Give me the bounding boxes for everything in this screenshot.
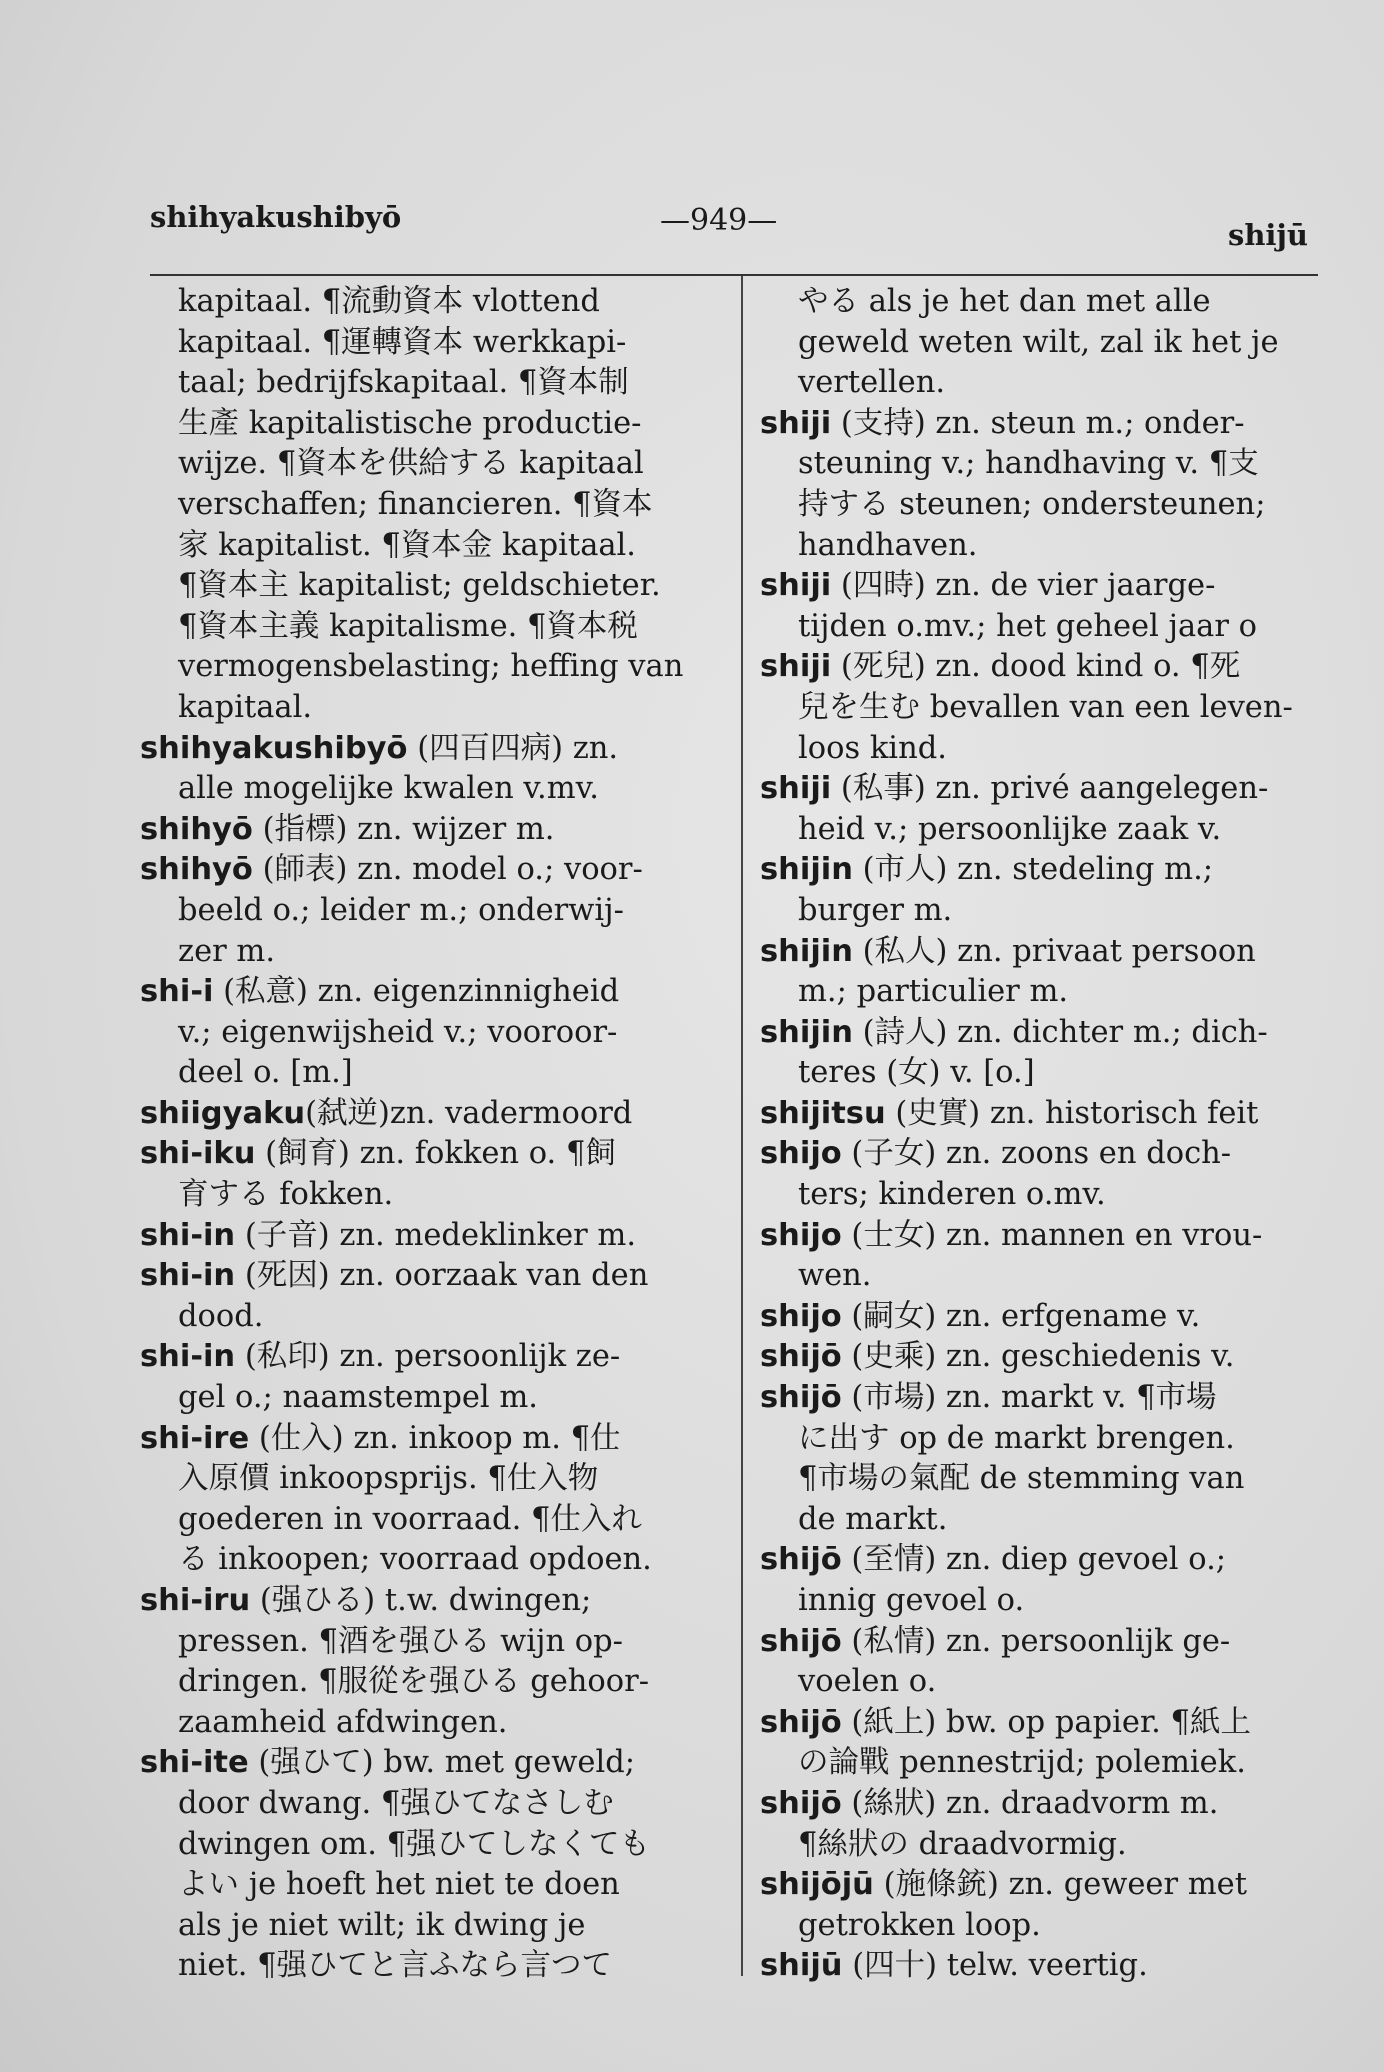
- definition-text: (子女) zn. zoons en doch-: [841, 1136, 1232, 1172]
- definition-text: (仕入) zn. inkoop m. ¶仕: [249, 1420, 621, 1456]
- headword: shi-ite: [140, 1745, 249, 1781]
- text-line: [140, 1662, 716, 1703]
- entry-line: [140, 1743, 716, 1784]
- definition-text: zer m.: [178, 933, 276, 969]
- definition-text: (私人) zn. privaat persoon: [852, 933, 1256, 969]
- text-line: [140, 1906, 716, 1947]
- entry-line: [760, 1865, 1326, 1906]
- text-line: [760, 526, 1326, 567]
- entry-line: [760, 1946, 1326, 1987]
- definition-text: よい je hoeft het niet te doen: [178, 1867, 620, 1903]
- text-line: [760, 1906, 1326, 1947]
- text-line: [140, 566, 716, 607]
- definition-text: 育する fokken.: [178, 1177, 394, 1213]
- text-line: [140, 1865, 716, 1906]
- definition-text: (市人) zn. stedeling m.;: [852, 852, 1214, 888]
- definition-text: やる als je het dan met alle: [798, 284, 1211, 319]
- definition-text: kapitaal. ¶流動資本 vlottend: [178, 284, 600, 319]
- definition-text: (史實) zn. historisch feit: [885, 1095, 1259, 1131]
- definition-text: kapitaal. ¶運轉資本 werkkapi-: [178, 324, 627, 360]
- definition-text: m.; particulier m.: [798, 974, 1069, 1010]
- headword: shi-iru: [140, 1583, 251, 1618]
- headword: shihyō: [140, 852, 253, 888]
- text-line: [140, 1946, 716, 1987]
- entry-line: [760, 404, 1326, 445]
- text-line: [760, 1500, 1326, 1541]
- definition-text: (至情) zn. diep gevoel o.;: [841, 1542, 1227, 1578]
- text-line: [760, 444, 1326, 485]
- definition-text: taal; bedrijfskapitaal. ¶資本制: [178, 365, 629, 401]
- definition-text: gel o.; naamstempel m.: [178, 1380, 538, 1416]
- definition-text: ¶絲狀の draadvormig.: [798, 1826, 1127, 1862]
- text-line: [140, 1297, 716, 1338]
- text-line: [140, 891, 716, 932]
- definition-text: kapitaal.: [178, 689, 313, 725]
- definition-text: zaamheid afdwingen.: [178, 1704, 508, 1740]
- entry-line: [140, 1256, 716, 1297]
- definition-text: getrokken loop.: [798, 1907, 1041, 1943]
- text-line: [140, 1378, 716, 1419]
- text-line: [760, 1825, 1326, 1866]
- definition-text: (私事) zn. privé aangelegen-: [831, 771, 1269, 807]
- entry-line: [760, 1216, 1326, 1257]
- definition-text: (飼育) zn. fokken o. ¶飼: [255, 1136, 616, 1172]
- definition-text: (四十) telw. veertig.: [842, 1948, 1148, 1984]
- column-divider: [741, 276, 743, 1976]
- text-line: [140, 769, 716, 810]
- definition-text: (死因) zn. oorzaak van den: [235, 1258, 649, 1294]
- entry-line: [760, 1094, 1326, 1135]
- entry-line: [760, 647, 1326, 688]
- entry-line: [140, 972, 716, 1013]
- text-line: [760, 1581, 1326, 1622]
- page-number: —949—: [660, 203, 778, 238]
- definition-text: heid v.; persoonlijke zaak v.: [798, 811, 1222, 847]
- headword: shi-iku: [140, 1136, 256, 1172]
- text-line: [140, 688, 716, 729]
- headword: shijū: [760, 1948, 843, 1984]
- entry-line: [760, 1378, 1326, 1419]
- definition-text: (子音) zn. medeklinker m.: [235, 1217, 637, 1253]
- definition-text: (詩人) zn. dichter m.; dich-: [852, 1014, 1268, 1050]
- definition-text: dringen. ¶服從を强ひる gehoor-: [178, 1664, 650, 1700]
- left-column: [140, 282, 716, 1987]
- definition-text: の論戰 pennestrijd; polemiek.: [798, 1745, 1246, 1781]
- text-line: [760, 485, 1326, 526]
- definition-text: handhaven.: [798, 527, 978, 563]
- entry-line: [760, 932, 1326, 973]
- text-line: [760, 1175, 1326, 1216]
- definition-text: goederen in voorraad. ¶仕入れ: [178, 1501, 642, 1537]
- definition-text: ¶市場の氣配 de stemming van: [798, 1461, 1245, 1497]
- entry-line: [760, 566, 1326, 607]
- text-line: [760, 810, 1326, 851]
- definition-text: (四時) zn. de vier jaarge-: [831, 568, 1216, 604]
- entry-line: [140, 1337, 716, 1378]
- text-line: [760, 363, 1326, 404]
- definition-text: als je niet wilt; ik dwing je: [178, 1907, 586, 1943]
- text-line: [140, 1053, 716, 1094]
- headword: shiji: [760, 649, 832, 685]
- text-line: [760, 1459, 1326, 1500]
- definition-text: (强ひる) t.w. dwingen;: [250, 1583, 592, 1618]
- text-line: [760, 688, 1326, 729]
- definition-text: (支持) zn. steun m.; onder-: [831, 405, 1245, 441]
- definition-text: (史乘) zn. geschiedenis v.: [841, 1339, 1235, 1375]
- definition-text: (施條銃) zn. geweer met: [873, 1867, 1247, 1903]
- definition-text: ters; kinderen o.mv.: [798, 1177, 1106, 1213]
- definition-text: de markt.: [798, 1501, 948, 1537]
- entry-line: [760, 1703, 1326, 1744]
- text-line: [760, 1419, 1326, 1460]
- entry-line: [760, 1540, 1326, 1581]
- definition-text: (弑逆)zn. vadermoord: [305, 1095, 633, 1131]
- definition-text: deel o. [m.]: [178, 1055, 353, 1091]
- definition-text: niet. ¶强ひてと言ふなら言つて: [178, 1948, 612, 1984]
- headword: shijō: [760, 1339, 842, 1375]
- entry-line: [140, 1216, 716, 1257]
- definition-text: (師表) zn. model o.; voor-: [252, 852, 643, 888]
- definition-text: (市場) zn. markt v. ¶市場: [841, 1380, 1217, 1416]
- text-line: [140, 1013, 716, 1054]
- entry-line: [760, 1134, 1326, 1175]
- text-line: [140, 1175, 716, 1216]
- definition-text: (士女) zn. mannen en vrou-: [841, 1217, 1263, 1253]
- text-line: [760, 607, 1326, 648]
- text-line: [760, 891, 1326, 932]
- definition-text: (私情) zn. persoonlijk ge-: [841, 1623, 1231, 1659]
- definition-text: (紙上) bw. op papier. ¶紙上: [841, 1704, 1251, 1740]
- definition-text: steuning v.; handhaving v. ¶支: [798, 446, 1259, 482]
- entry-line: [140, 1581, 716, 1622]
- headword: shi-in: [140, 1339, 236, 1375]
- text-line: [140, 1703, 716, 1744]
- definition-text: teres (女) v. [o.]: [798, 1055, 1035, 1091]
- definition-text: (私印) zn. persoonlijk ze-: [235, 1339, 621, 1375]
- definition-text: dood.: [178, 1298, 264, 1334]
- definition-text: verschaffen; financieren. ¶資本: [178, 486, 653, 522]
- headword: shiigyaku: [140, 1095, 306, 1131]
- definition-text: (絲狀) zn. draadvorm m.: [841, 1785, 1219, 1821]
- text-line: [140, 1825, 716, 1866]
- definition-text: wijze. ¶資本を供給する kapitaal: [178, 446, 644, 482]
- text-line: [140, 363, 716, 404]
- headword: shihyō: [140, 811, 253, 847]
- headword: shijin: [760, 933, 853, 969]
- definition-text: (强ひて) bw. met geweld;: [248, 1745, 636, 1781]
- definition-text: beeld o.; leider m.; onderwij-: [178, 892, 624, 928]
- headword: shi-i: [140, 974, 214, 1010]
- definition-text: burger m.: [798, 892, 953, 928]
- headword: shijō: [760, 1542, 842, 1578]
- definition-text: pressen. ¶酒を强ひる wijn op-: [178, 1623, 623, 1659]
- headword: shi-ire: [140, 1420, 250, 1456]
- text-line: [760, 729, 1326, 770]
- headword: shiji: [760, 771, 832, 807]
- definition-text: に出す op de markt brengen.: [798, 1420, 1235, 1456]
- text-line: [760, 323, 1326, 364]
- definition-text: 家 kapitalist. ¶資本金 kapitaal.: [178, 527, 637, 563]
- text-line: [140, 607, 716, 648]
- entry-line: [140, 1134, 716, 1175]
- entry-line: [140, 810, 716, 851]
- definition-text: loos kind.: [798, 730, 947, 766]
- headword: shijō: [760, 1704, 842, 1740]
- headword: shijōjū: [760, 1867, 874, 1903]
- definition-text: (四百四病) zn.: [407, 730, 619, 766]
- text-line: [140, 1784, 716, 1825]
- definition-text: vertellen.: [798, 365, 946, 401]
- definition-text: (死兒) zn. dood kind o. ¶死: [831, 649, 1241, 685]
- definition-text: dwingen om. ¶强ひてしなくても: [178, 1826, 651, 1862]
- text-line: [140, 1540, 716, 1581]
- text-line: [760, 1053, 1326, 1094]
- text-line: [760, 282, 1326, 323]
- headword: shijitsu: [760, 1095, 886, 1131]
- definition-text: (嗣女) zn. erfgename v.: [841, 1298, 1201, 1334]
- definition-text: vermogensbelasting; heffing van: [178, 649, 684, 685]
- headword: shijo: [760, 1136, 842, 1172]
- text-line: [140, 485, 716, 526]
- text-line: [760, 1662, 1326, 1703]
- entry-line: [760, 769, 1326, 810]
- definition-text: 持する steunen; ondersteunen;: [798, 486, 1266, 522]
- headword: shijo: [760, 1217, 842, 1253]
- text-line: [140, 1459, 716, 1500]
- right-column: [760, 282, 1326, 1987]
- headword: shi-in: [140, 1258, 236, 1294]
- text-line: [140, 323, 716, 364]
- headword: shiji: [760, 405, 832, 441]
- definition-text: 入原價 inkoopsprijs. ¶仕入物: [178, 1461, 599, 1497]
- headword: shiji: [760, 568, 832, 604]
- entry-line: [760, 1622, 1326, 1663]
- headword: shijō: [760, 1785, 842, 1821]
- headword: shijin: [760, 1014, 853, 1050]
- entry-line: [760, 1784, 1326, 1825]
- entry-line: [760, 1297, 1326, 1338]
- headword: shijo: [760, 1298, 842, 1334]
- definition-text: door dwang. ¶强ひてなさしむ: [178, 1785, 614, 1821]
- definition-text: wen.: [798, 1258, 872, 1294]
- text-line: [140, 526, 716, 567]
- text-line: [760, 972, 1326, 1013]
- definition-text: geweld weten wilt, zal ik het je: [798, 324, 1279, 360]
- definition-text: る inkoopen; voorraad opdoen.: [178, 1542, 652, 1578]
- definition-text: tijden o.mv.; het geheel jaar o: [798, 608, 1257, 644]
- definition-text: 兒を生む bevallen van een leven-: [798, 689, 1293, 725]
- text-line: [140, 1622, 716, 1663]
- text-line: [140, 1500, 716, 1541]
- definition-text: v.; eigenwijsheid v.; vooroor-: [178, 1014, 618, 1050]
- definition-text: ¶資本主 kapitalist; geldschieter.: [178, 568, 661, 604]
- entry-line: [140, 1419, 716, 1460]
- headword: shijō: [760, 1623, 842, 1659]
- entry-line: [760, 850, 1326, 891]
- entry-line: [760, 1013, 1326, 1054]
- running-head-right: shijū: [1228, 218, 1309, 252]
- text-line: [140, 282, 716, 323]
- text-line: [140, 647, 716, 688]
- header-rule: [150, 274, 1318, 276]
- headword: shijō: [760, 1380, 842, 1416]
- text-line: [140, 404, 716, 445]
- headword: shijin: [760, 852, 853, 888]
- text-line: [760, 1743, 1326, 1784]
- definition-text: (私意) zn. eigenzinnigheid: [213, 974, 620, 1010]
- definition-text: innig gevoel o.: [798, 1583, 1025, 1618]
- entry-line: [140, 850, 716, 891]
- entry-line: [140, 729, 716, 770]
- headword: shihyakushibyō: [140, 730, 408, 766]
- definition-text: alle mogelijke kwalen v.mv.: [178, 771, 599, 807]
- definition-text: (指標) zn. wijzer m.: [252, 811, 555, 847]
- definition-text: ¶資本主義 kapitalisme. ¶資本税: [178, 608, 638, 644]
- entry-line: [760, 1337, 1326, 1378]
- headword: shi-in: [140, 1217, 236, 1253]
- text-line: [760, 1256, 1326, 1297]
- text-line: [140, 444, 716, 485]
- definition-text: voelen o.: [798, 1664, 937, 1700]
- text-line: [140, 932, 716, 973]
- running-head-left: shihyakushibyō: [150, 200, 402, 234]
- entry-line: [140, 1094, 716, 1135]
- definition-text: 生產 kapitalistische productie-: [178, 405, 642, 441]
